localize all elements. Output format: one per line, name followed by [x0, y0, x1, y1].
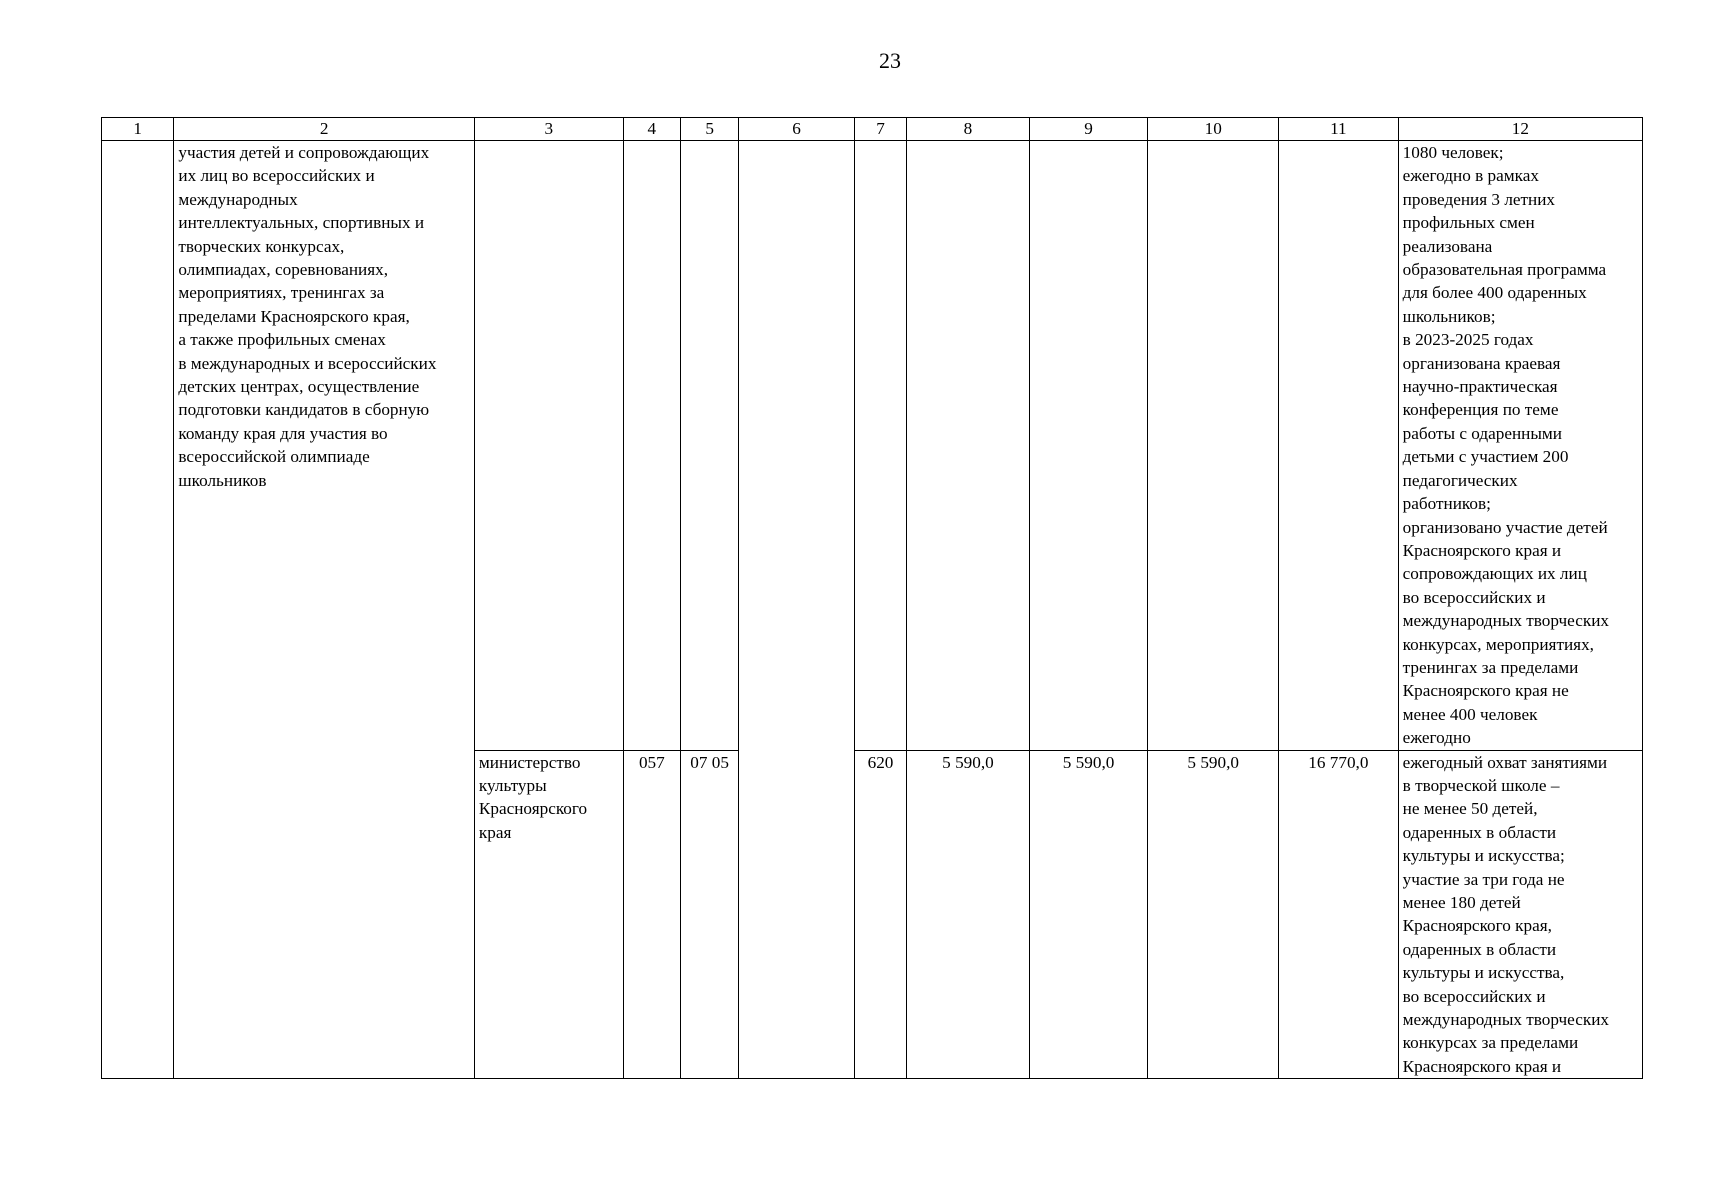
cell-row2-col11-total: 16 770,0 — [1279, 750, 1399, 1079]
cell-row2-col9-amount: 5 590,0 — [1029, 750, 1148, 1079]
header-cell-1: 1 — [102, 118, 174, 141]
header-cell-8: 8 — [907, 118, 1030, 141]
header-cell-12: 12 — [1398, 118, 1642, 141]
cell-row2-col4-code: 057 — [623, 750, 680, 1079]
header-row — [102, 118, 1643, 141]
cell-row2-col3-ministry: министерство культуры Красноярского края — [474, 750, 623, 1079]
header-cell-3: 3 — [474, 118, 623, 141]
header-cell-11: 11 — [1279, 118, 1399, 141]
header-cell-4: 4 — [623, 118, 680, 141]
cell-row1-col5 — [680, 141, 738, 751]
header-cell-7: 7 — [854, 118, 906, 141]
cell-row1-col12-results: 1080 человек; ежегодно в рамках проведения 3 летних профильных смен реализована образовательная программа для более 400 одаренных школьников; в 2023-2025 годах организована краевая научно-практическая конференция по теме работы с одаренными детьми с участием 200 педагогических работников; организовано участие детей Красноярского края и сопровождающих их лиц во всероссийских и международных творческих конкурсах, мероприятиях, тренингах за пределами Красноярского края не менее 400 человек ежегодно — [1398, 141, 1642, 751]
cell-col6 — [739, 141, 855, 1079]
cell-row1-col8 — [907, 141, 1030, 751]
cell-row1-col3 — [474, 141, 623, 751]
page-number: 23 — [879, 48, 901, 73]
cell-row2-col10-amount: 5 590,0 — [1148, 750, 1279, 1079]
cell-col1 — [102, 141, 174, 1079]
table-row — [102, 141, 1643, 751]
header-cell-10: 10 — [1148, 118, 1279, 141]
budget-table — [101, 117, 1643, 1079]
cell-row1-col10 — [1148, 141, 1279, 751]
header-cell-2: 2 — [174, 118, 475, 141]
cell-row1-col7 — [854, 141, 906, 751]
cell-row2-col8-amount: 5 590,0 — [907, 750, 1030, 1079]
cell-row2-col7-type: 620 — [854, 750, 906, 1079]
cell-col2-description: участия детей и сопровождающих их лиц во всероссийских и международных интеллектуальных, спортивных и творческих конкурсах, олимпиадах, соревнованиях, мероприятиях, тренингах за пределами Красноярского края, а также профильных сменах в международных и всероссийских детских центрах, осуществление подготовки кандидатов в сборную команду края для участия во всероссийской олимпиаде школьников — [174, 141, 475, 1079]
cell-row2-col5-section: 07 05 — [680, 750, 738, 1079]
header-cell-6: 6 — [739, 118, 855, 141]
header-cell-5: 5 — [680, 118, 738, 141]
cell-row2-col12-results: ежегодный охват занятиями в творческой школе – не менее 50 детей, одаренных в области культуры и искусства; участие за три года не менее 180 детей Красноярского края, одаренных в области культуры и искусства, во всероссийских и международных творческих конкурсах за пределами Красноярского края и — [1398, 750, 1642, 1079]
header-cell-9: 9 — [1029, 118, 1148, 141]
cell-row1-col11 — [1279, 141, 1399, 751]
cell-row1-col9 — [1029, 141, 1148, 751]
cell-row1-col4 — [623, 141, 680, 751]
